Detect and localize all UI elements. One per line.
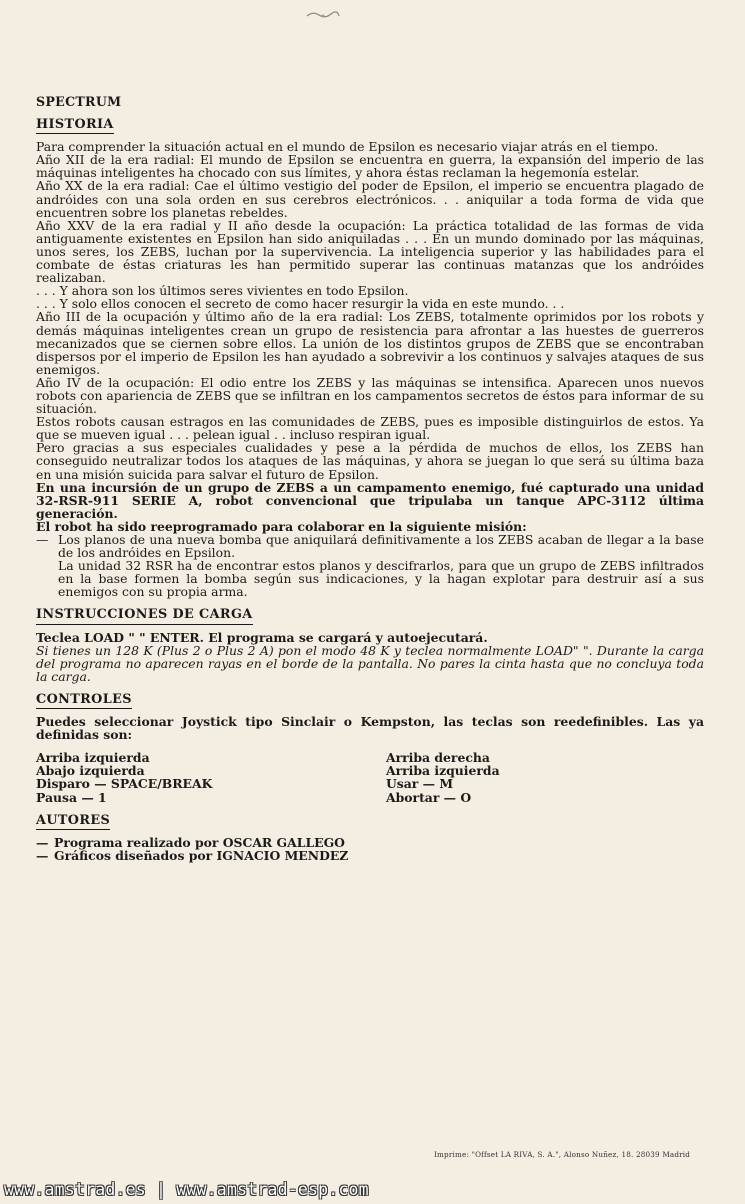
control-item: Abajo izquierda (36, 763, 145, 779)
carga-line: Teclea LOAD " " ENTER. El programa se cargará y autoejecutará. (36, 629, 488, 645)
historia-title: HISTORIA (36, 118, 114, 134)
carga-line: Si tienes un 128 K (Plus 2 o Plus 2 A) pon el modo 48 K y teclea normalmente LOAD" ". Durante la carga del programa no aparecen rayas en el borde de la pantalla. No pares la cinta hasta que no concluya toda la carga. (36, 642, 704, 684)
historia-bullet (36, 533, 704, 559)
author-item (36, 836, 704, 849)
author-text: Programa realizado por OSCAR GALLEGO (54, 834, 345, 850)
control-item: Arriba izquierda (386, 763, 500, 779)
author-dash: — (36, 847, 49, 863)
historia-section (36, 140, 704, 598)
author-text: Gráficos diseñados por IGNACIO MENDEZ (54, 847, 349, 863)
autores-section (36, 836, 704, 862)
controls-grid (36, 751, 704, 803)
controles-intro: Puedes seleccionar Joystick tipo Sinclair o Kempston, las teclas son reedefinibles. Las ya definidas son: (36, 714, 704, 743)
bullet-dash: — (36, 532, 49, 547)
carga-section (36, 631, 704, 683)
printer-credit: Imprime: "Offset LA RIVA, S. A.", Alonso Nuñez, 18. 28039 Madrid (434, 1150, 691, 1159)
carga-title: INSTRUCCIONES DE CARGA (36, 608, 253, 624)
autores-title: AUTORES (36, 814, 110, 830)
control-item: Arriba derecha (386, 750, 490, 766)
historia-paragraph: Año XII de la era radial: El mundo de Epsilon se encuentra en guerra, la expansión del imperio de las máquinas inteligentes ha chocado con sus límites, y ahora éstas reclaman la hegemonía estelar. (36, 152, 704, 181)
platform-label: SPECTRUM (36, 94, 122, 109)
instructions-page (36, 92, 704, 862)
watermark-urls: www.amstrad.es | www.amstrad-esp.com (4, 1180, 369, 1199)
author-item (36, 849, 704, 862)
control-item: Usar — M (386, 776, 454, 792)
control-item: Disparo — SPACE/BREAK (36, 776, 213, 792)
historia-paragraph: Estos robots causan estragos en las comunidades de ZEBS, pues es imposible distinguirlos de estos. Ya que se mueven igual . . . pelean igual . . incluso respiran igual. (36, 414, 704, 443)
historia-paragraph: Año III de la ocupación y último año de la era radial: Los ZEBS, totalmente oprimidos por los robots y demás máquinas inteligentes crean un grupo de resistencia para afrontar a las huestes de guerreros mecanizados que se ciernen sobre ellos. La unión de los distintos grupos de ZEBS que se encontraban dispersos por el imperio de Epsilon les han ayudado a sobrevivir a los continuos y salvajes ataques de sus enemigos. (36, 309, 704, 377)
historia-paragraph: Para comprender la situación actual en el mundo de Epsilon es necesario viajar atrás en el tiempo. (36, 139, 659, 155)
historia-paragraph: Año IV de la ocupación: El odio entre los ZEBS y las máquinas se intensifica. Aparecen unos nuevos robots con apariencia de ZEBS que se infiltran en los campamentos secretos de éstos para informar de su situación. (36, 374, 704, 417)
historia-paragraph: Año XX de la era radial: Cae el último vestigio del poder de Epsilon, el imperio se encuentra plagado de andróides con una sola orden en sus cerebros electrónicos. . . aniquilar a toda forma de vida que encuentren sobre los planetas rebeldes. (36, 178, 704, 220)
historia-paragraph: Pero gracias a sus especiales cualidades y pese a la pérdida de muchos de ellos, los ZEBS han conseguido neutralizar todos los ataques de las máquinas, y ahora se juegan lo que será su última baza en una misión suicida para salvar el futuro de Epsilon. (36, 440, 704, 482)
historia-paragraph: Año XXV de la era radial y II año desde la ocupación: La práctica totalidad de las formas de vida antiguamente existentes en Epsilon han sido aniquiladas . . . En un mundo dominado por las máquinas, unos seres, los ZEBS, luchan por la supervivencia. La inteligencia superior y las habilidades para el combate de éstas criaturas les han permitido superar las continuas matanzas que los andróides realizaban. (36, 217, 704, 286)
control-item: Abortar — O (386, 789, 472, 805)
control-item: Arriba izquierda (36, 750, 150, 766)
ink-smudge-mark (305, 10, 341, 20)
historia-paragraph: . . . Y ahora son los últimos seres vivientes en todo Epsilon. (36, 283, 409, 299)
historia-paragraph: En una incursión de un grupo de ZEBS a un campamento enemigo, fué capturado una unidad 32-RSR-911 SERIE A, robot convencional que tripulaba un tanque APC-3112 última generación. (36, 479, 704, 521)
bullet-continuation: La unidad 32 RSR ha de encontrar estos planos y descifrarlos, para que un grupo de ZEBS infiltrados en la base formen la bomba según sus indicaciones, y la hagan explotar para destruir así a sus enemigos con su propia arma. (58, 558, 704, 600)
controles-title: CONTROLES (36, 693, 132, 709)
control-item: Pausa — 1 (36, 789, 107, 805)
author-dash: — (36, 834, 49, 850)
historia-paragraph: . . . Y solo ellos conocen el secreto de como hacer resurgir la vida en este mundo. . . (36, 296, 565, 312)
controles-section (36, 715, 704, 804)
historia-paragraph: El robot ha sido reeprogramado para colaborar en la siguiente misión: (36, 518, 527, 534)
bullet-text: Los planos de una nueva bomba que aniquilará definitivamente a los ZEBS acaban de llegar a la base de los andróides en Epsilon. (58, 532, 704, 561)
